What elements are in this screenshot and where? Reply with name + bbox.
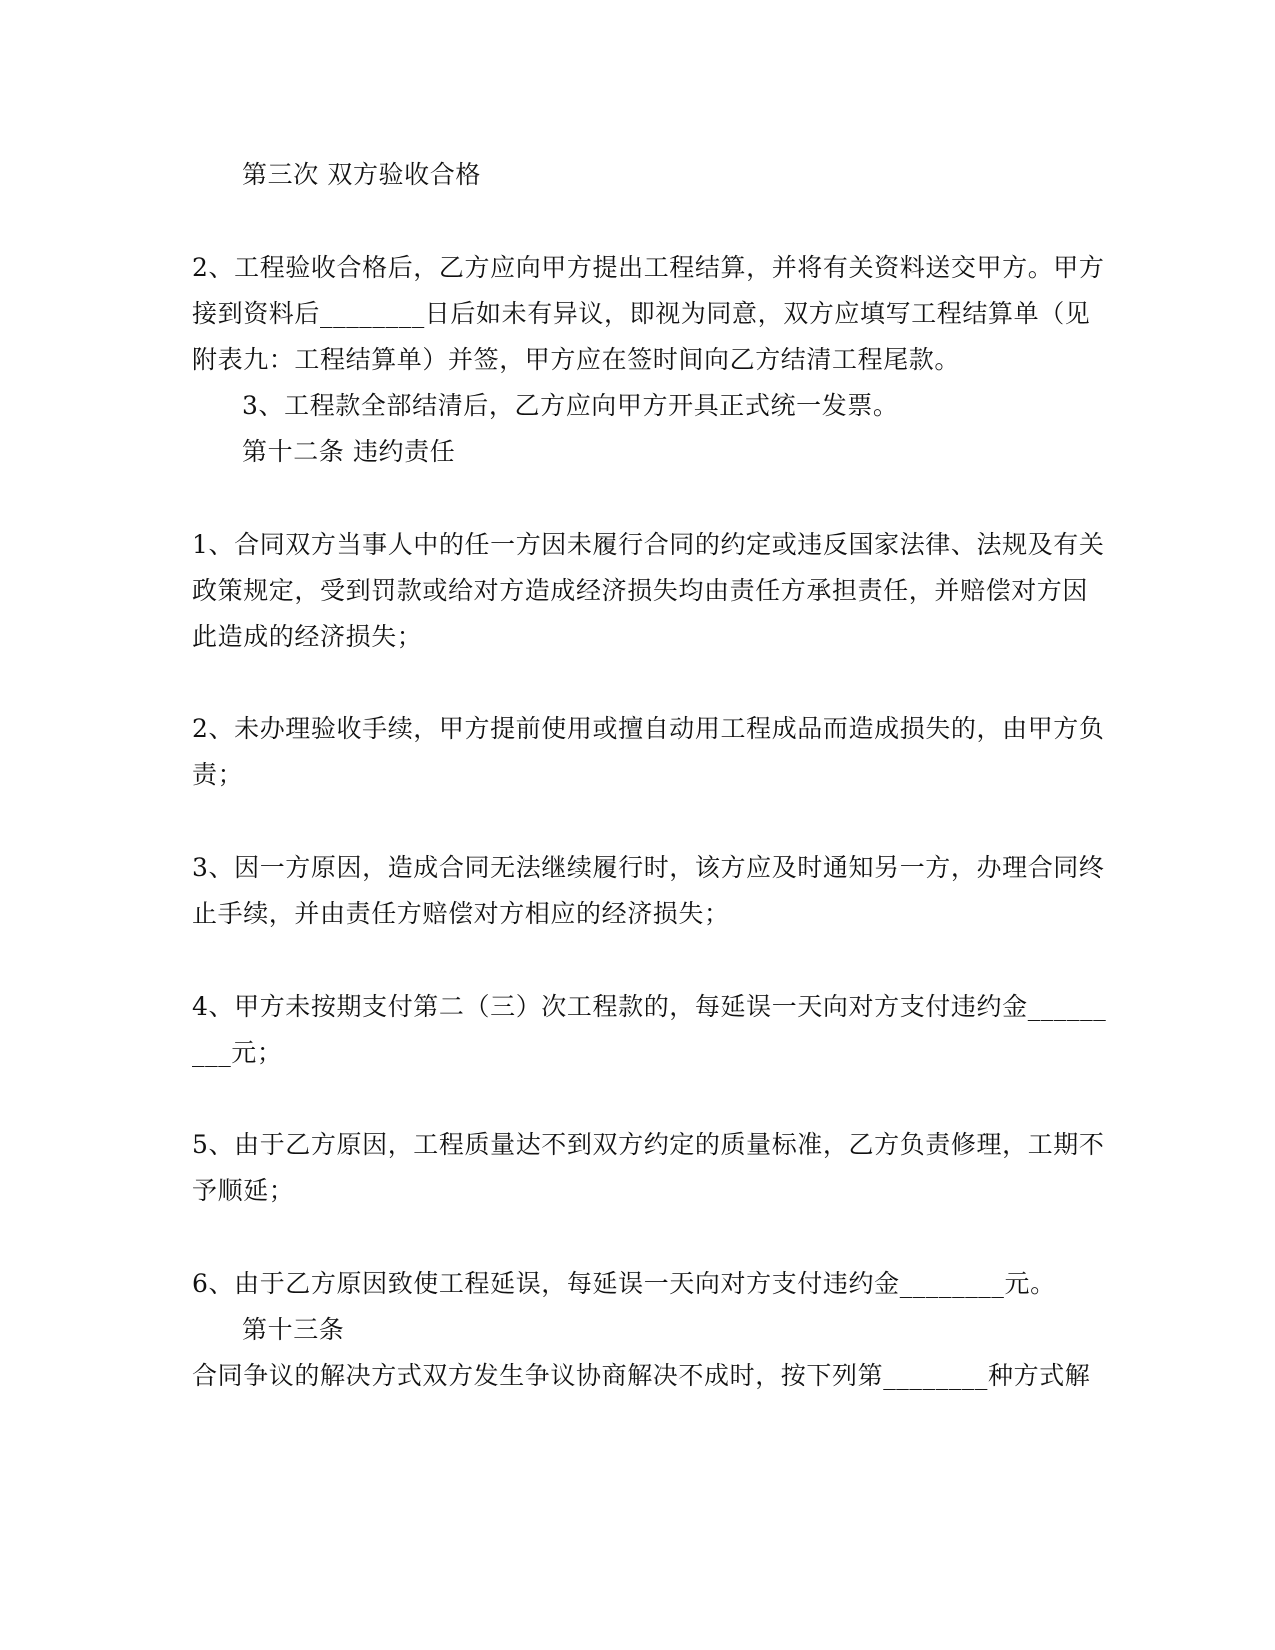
clause-12-3-line-2: 止手续，并由责任方赔偿对方相应的经济损失；	[192, 899, 730, 928]
clause-12-1-line-3: 此造成的经济损失；	[192, 622, 423, 651]
clause-11-2-line-3: 附表九：工程结算单）并签，甲方应在签时间向乙方结清工程尾款。	[192, 345, 961, 374]
clause-12-5-line-1: 5、由于乙方原因，工程质量达不到双方约定的质量标准，乙方负责修理，工期不	[192, 1130, 1105, 1159]
article-12-heading: 第十二条 违约责任	[242, 437, 456, 466]
clause-12-4-line-1: 4、甲方未按期支付第二（三）次工程款的，每延误一天向对方支付违约金______	[192, 992, 1107, 1021]
clause-11-2-line-1: 2、工程验收合格后，乙方应向甲方提出工程结算，并将有关资料送交甲方。甲方	[192, 253, 1105, 282]
article-13-line-1: 合同争议的解决方式双方发生争议协商解决不成时，按下列第________种方式解	[192, 1361, 1091, 1390]
clause-12-2-line-2: 责；	[192, 760, 244, 789]
clause-11-3: 3、工程款全部结清后，乙方应向甲方开具正式统一发票。	[242, 391, 899, 420]
article-13-heading: 第十三条	[242, 1315, 345, 1344]
clause-12-6: 6、由于乙方原因致使工程延误，每延误一天向对方支付违约金________元。	[192, 1269, 1056, 1298]
clause-12-4-line-2: ___元；	[192, 1038, 283, 1067]
clause-11-2-line-2: 接到资料后________日后如未有异议，即视为同意，双方应填写工程结算单（见	[192, 299, 1091, 328]
clause-12-5-line-2: 予顺延；	[192, 1176, 295, 1205]
stage-three-heading: 第三次 双方验收合格	[242, 160, 481, 189]
clause-12-1-line-2: 政策规定，受到罚款或给对方造成经济损失均由责任方承担责任，并赔偿对方因	[192, 576, 1089, 605]
clause-12-3-line-1: 3、因一方原因，造成合同无法继续履行时，该方应及时通知另一方，办理合同终	[192, 853, 1105, 882]
clause-12-2-line-1: 2、未办理验收手续，甲方提前使用或擅自动用工程成品而造成损失的，由甲方负	[192, 714, 1105, 743]
clause-12-1-line-1: 1、合同双方当事人中的任一方因未履行合同的约定或违反国家法律、法规及有关	[192, 530, 1105, 559]
